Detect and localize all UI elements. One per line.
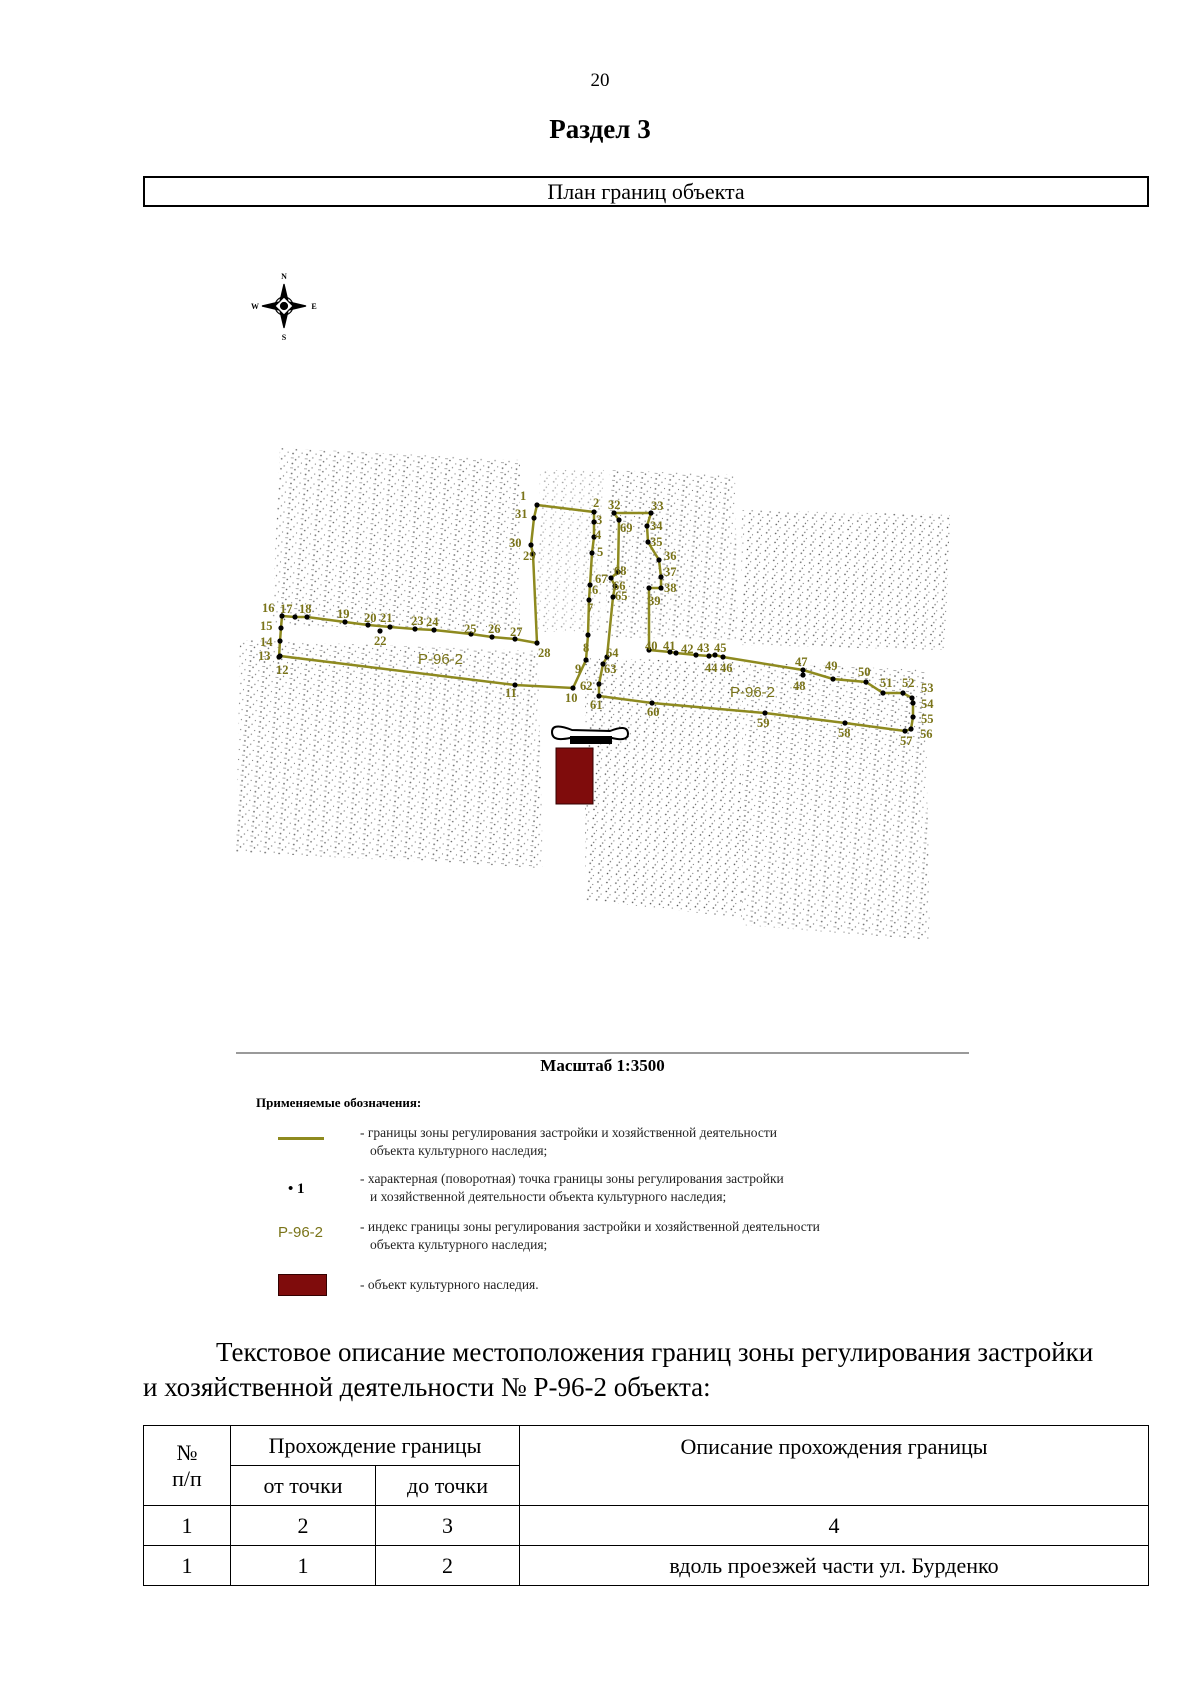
map-index-label-east: Р-96-2 xyxy=(730,684,776,701)
boundary-point-label-38: 38 xyxy=(664,581,677,595)
index-cell-4: 4 xyxy=(520,1506,1149,1546)
boundary-point-5 xyxy=(589,550,594,555)
legend-item-boundary-text1: - границы зоны регулирования застройки и хозяйственной деятельности xyxy=(360,1125,777,1140)
boundary-point-label-11: 11 xyxy=(505,686,517,700)
boundary-point-59 xyxy=(762,710,767,715)
boundary-point-label-18: 18 xyxy=(299,602,312,616)
legend-item-heritage-text1: - объект культурного наследия. xyxy=(360,1277,539,1292)
legend-item-index-text2: объекта культурного наследия; xyxy=(370,1237,548,1252)
boundary-point-39 xyxy=(646,585,651,590)
boundary-point-label-64: 64 xyxy=(606,646,619,660)
description-line1: Текстовое описание местоположения границ зоны регулирования застройки xyxy=(216,1337,1094,1367)
boundary-point-label-10: 10 xyxy=(565,691,578,705)
header-number: № xyxy=(176,1439,198,1465)
boundary-point-label-26: 26 xyxy=(488,622,501,636)
legend-item-boundary-text2: объекта культурного наследия; xyxy=(370,1143,548,1158)
boundary-point-48 xyxy=(800,672,805,677)
compass-w: W xyxy=(251,302,259,311)
boundary-point-label-4: 4 xyxy=(595,528,602,542)
row-to: 2 xyxy=(376,1546,520,1586)
boundary-point-label-45: 45 xyxy=(714,641,727,655)
legend-point-symbol: • 1 xyxy=(288,1181,305,1197)
boundary-point-label-68: 68 xyxy=(614,564,627,578)
header-pass: Прохождение границы xyxy=(231,1426,520,1466)
map-scale: Масштаб 1:3500 xyxy=(540,1056,665,1075)
boundary-point-label-67: 67 xyxy=(595,572,608,586)
index-cell-2: 2 xyxy=(231,1506,376,1546)
index-cell-3: 3 xyxy=(376,1506,520,1546)
boundary-point-label-41: 41 xyxy=(663,639,676,653)
boundary-point-label-30: 30 xyxy=(509,536,522,550)
boundary-point-34 xyxy=(644,523,649,528)
boundary-point-21 xyxy=(387,624,392,629)
legend-item-index-text1: - индекс границы зоны регулирования застройки и хозяйственной деятельности xyxy=(360,1219,820,1234)
boundary-point-label-31: 31 xyxy=(515,507,528,521)
boundary-point-label-20: 20 xyxy=(364,611,377,625)
boundary-point-label-23: 23 xyxy=(411,614,424,628)
boundary-point-56 xyxy=(908,726,913,731)
legend-title: Применяемые обозначения: xyxy=(256,1095,422,1110)
boundary-point-label-43: 43 xyxy=(697,641,710,655)
boundary-point-label-47: 47 xyxy=(795,655,808,669)
boundary-point-label-56: 56 xyxy=(920,727,933,741)
boundary-point-1 xyxy=(534,502,539,507)
boundary-point-label-65: 65 xyxy=(615,589,628,603)
boundary-point-label-52: 52 xyxy=(902,676,915,690)
boundary-point-28 xyxy=(534,640,539,645)
legend-item-heritage xyxy=(360,1276,539,1294)
boundary-point-label-66: 66 xyxy=(613,579,626,593)
table-row xyxy=(144,1546,1149,1586)
boundary-point-label-62: 62 xyxy=(580,679,593,693)
boundary-point-10 xyxy=(570,685,575,690)
header-description: Описание прохождения границы xyxy=(520,1426,1149,1506)
map-index-label-west: Р-96-2 xyxy=(418,651,464,668)
boundary-point-9 xyxy=(583,657,588,662)
boundary-point-label-12: 12 xyxy=(276,663,289,677)
header-from: от точки xyxy=(231,1466,376,1506)
boundary-point-label-40: 40 xyxy=(645,639,658,653)
table-index-row xyxy=(144,1506,1149,1546)
boundary-point-label-25: 25 xyxy=(464,622,477,636)
boundary-point-label-3: 3 xyxy=(596,513,603,527)
boundary-point-label-34: 34 xyxy=(650,519,663,533)
boundary-point-label-39: 39 xyxy=(648,594,661,608)
boundary-point-label-69: 69 xyxy=(620,521,633,535)
boundary-point-14 xyxy=(277,638,282,643)
plan-title: План границ объекта xyxy=(547,179,745,204)
boundary-point-31 xyxy=(531,515,536,520)
compass-s: S xyxy=(281,333,287,342)
legend-heritage-swatch xyxy=(278,1274,327,1296)
boundary-point-label-6: 6 xyxy=(592,583,599,597)
boundary-point-55 xyxy=(910,714,915,719)
legend-item-point-text2: и хозяйственной деятельности объекта культурного наследия; xyxy=(370,1189,727,1204)
row-number: 1 xyxy=(144,1546,231,1586)
legend-index-symbol: Р-96-2 xyxy=(278,1224,324,1241)
header-number-cell xyxy=(144,1426,231,1506)
boundary-point-17 xyxy=(292,614,297,619)
page-number: 20 xyxy=(590,70,610,91)
boundary-point-label-5: 5 xyxy=(597,545,604,559)
boundary-point-label-2: 2 xyxy=(593,496,600,510)
boundary-point-label-14: 14 xyxy=(260,635,273,649)
boundary-point-label-35: 35 xyxy=(650,535,663,549)
boundary-point-label-1: 1 xyxy=(520,489,527,503)
boundary-point-label-48: 48 xyxy=(793,679,806,693)
legend-item-point-text1: - характерная (поворотная) точка границы зоны регулирования застройки xyxy=(360,1171,784,1186)
legend-item-boundary xyxy=(360,1124,777,1160)
boundary-point-36 xyxy=(656,557,661,562)
boundary-point-label-16: 16 xyxy=(262,601,275,615)
boundary-point-37 xyxy=(658,574,663,579)
boundary-point-15 xyxy=(278,625,283,630)
legend-item-point xyxy=(360,1170,784,1206)
boundary-point-30 xyxy=(528,542,533,547)
boundary-point-62 xyxy=(596,681,601,686)
legend-boundary-line-symbol xyxy=(278,1137,324,1140)
boundary-point-label-50: 50 xyxy=(858,665,871,679)
boundary-point-label-60: 60 xyxy=(647,705,660,719)
boundary-point-label-9: 9 xyxy=(575,662,582,676)
boundary-point-label-53: 53 xyxy=(921,681,934,695)
index-cell-1: 1 xyxy=(144,1506,231,1546)
row-description: вдоль проезжей части ул. Бурденко xyxy=(520,1546,1149,1586)
boundary-point-label-7: 7 xyxy=(587,601,594,615)
boundary-point-49 xyxy=(830,676,835,681)
boundary-point-38 xyxy=(658,585,663,590)
header-to: до точки xyxy=(376,1466,520,1506)
boundary-point-label-24: 24 xyxy=(426,615,439,629)
boundary-point-57 xyxy=(902,728,907,733)
boundary-point-label-33: 33 xyxy=(651,499,664,513)
boundary-point-8 xyxy=(585,632,590,637)
boundary-point-label-17: 17 xyxy=(280,602,293,616)
boundary-point-22 xyxy=(377,628,382,633)
boundary-point-50 xyxy=(863,679,868,684)
boundary-point-label-27: 27 xyxy=(510,625,523,639)
boundary-point-label-55: 55 xyxy=(921,712,934,726)
row-from: 1 xyxy=(231,1546,376,1586)
boundary-point-label-8: 8 xyxy=(583,641,590,655)
boundary-point-53 xyxy=(909,695,914,700)
boundary-point-label-21: 21 xyxy=(380,611,393,625)
boundary-point-label-42: 42 xyxy=(681,642,694,656)
boundary-point-13 xyxy=(276,654,281,659)
boundary-point-label-19: 19 xyxy=(337,607,350,621)
boundary-point-label-51: 51 xyxy=(880,676,893,690)
boundary-point-label-37: 37 xyxy=(664,565,677,579)
boundary-point-58 xyxy=(842,720,847,725)
boundary-point-label-63: 63 xyxy=(604,662,617,676)
boundary-point-label-54: 54 xyxy=(921,697,934,711)
boundary-point-label-61: 61 xyxy=(590,698,603,712)
boundary-point-label-28: 28 xyxy=(538,646,551,660)
boundary-point-label-13: 13 xyxy=(258,649,271,663)
boundary-point-label-29: 29 xyxy=(523,549,536,563)
legend-item-index xyxy=(360,1218,820,1254)
boundary-point-51 xyxy=(880,690,885,695)
compass-n: N xyxy=(281,272,287,281)
boundary-point-label-15: 15 xyxy=(260,619,273,633)
boundary-point-label-32: 32 xyxy=(608,498,621,512)
scale-divider xyxy=(236,1052,969,1054)
boundary-point-54 xyxy=(910,700,915,705)
boundary-point-label-22: 22 xyxy=(374,634,387,648)
boundary-point-52 xyxy=(900,690,905,695)
boundary-point-label-57: 57 xyxy=(900,734,913,748)
boundary-point-label-44: 44 xyxy=(705,661,718,675)
boundary-point-label-59: 59 xyxy=(757,716,770,730)
boundary-point-label-36: 36 xyxy=(664,549,677,563)
compass-e: E xyxy=(311,302,317,311)
description-line2: и хозяйственной деятельности № Р-96-2 объекта: xyxy=(143,1372,711,1402)
boundary-point-label-49: 49 xyxy=(825,659,838,673)
header-number-2: п/п xyxy=(172,1465,202,1491)
boundary-description xyxy=(143,1335,1148,1405)
boundary-point-label-58: 58 xyxy=(838,726,851,740)
section-title: Раздел 3 xyxy=(549,114,651,144)
boundary-point-46 xyxy=(720,654,725,659)
boundary-point-label-46: 46 xyxy=(720,661,733,675)
boundary-table xyxy=(143,1425,1149,1586)
